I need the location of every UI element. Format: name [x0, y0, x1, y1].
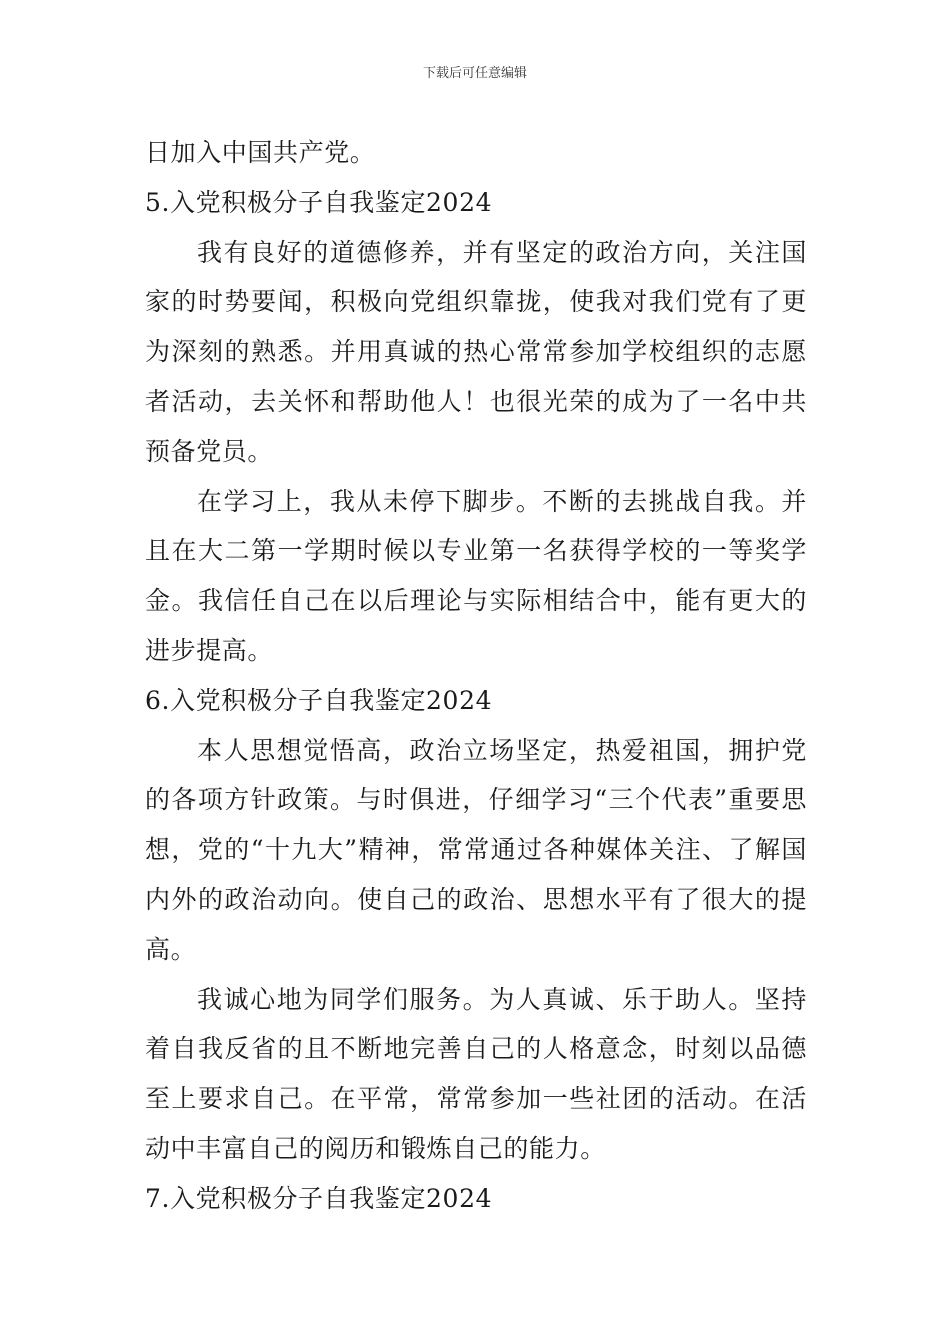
paragraph: 我诚心地为同学们服务。为人真诚、乐于助人。坚持着自我反省的且不断地完善自己的人格意念，时刻以品德至上要求自己。在平常，常常参加一些社团的活动。在活动中丰富自己的阅历和锻炼自己的能力。 — [145, 984, 807, 1163]
paragraph: 在学习上，我从未停下脚步。不断的去挑战自我。并且在大二第一学期时候以专业第一名获得学校的一等奖学金。我信任自己在以后理论与实际相结合中，能有更大的进步提高。 — [145, 486, 807, 665]
paragraph-continuation: 日加入中国共产党。 — [145, 138, 376, 167]
page-header: 下载后可任意编辑 — [422, 66, 527, 81]
section-heading-5: 5.入党积极分子自我鉴定2024 — [145, 187, 493, 217]
paragraph: 我有良好的道德修养，并有坚定的政治方向，关注国家的时势要闻，积极向党组织靠拢，使我对我们党有了更为深刻的熟悉。并用真诚的热心常常参加学校组织的志愿者活动，去关怀和帮助他人！也很光荣的成为了一名中共预备党员。 — [145, 237, 807, 466]
paragraph: 本人思想觉悟高，政治立场坚定，热爱祖国，拥护党的各项方针政策。与时俱进，仔细学习“三个代表”重要思想，党的“十九大”精神，常常通过各种媒体关注、了解国内外的政治动向。使自己的政治、思想水平有了很大的提高。 — [145, 735, 807, 964]
section-heading-7: 7.入党积极分子自我鉴定2024 — [145, 1183, 493, 1213]
document-body — [145, 128, 807, 1224]
section-heading-6: 6.入党积极分子自我鉴定2024 — [145, 685, 493, 715]
